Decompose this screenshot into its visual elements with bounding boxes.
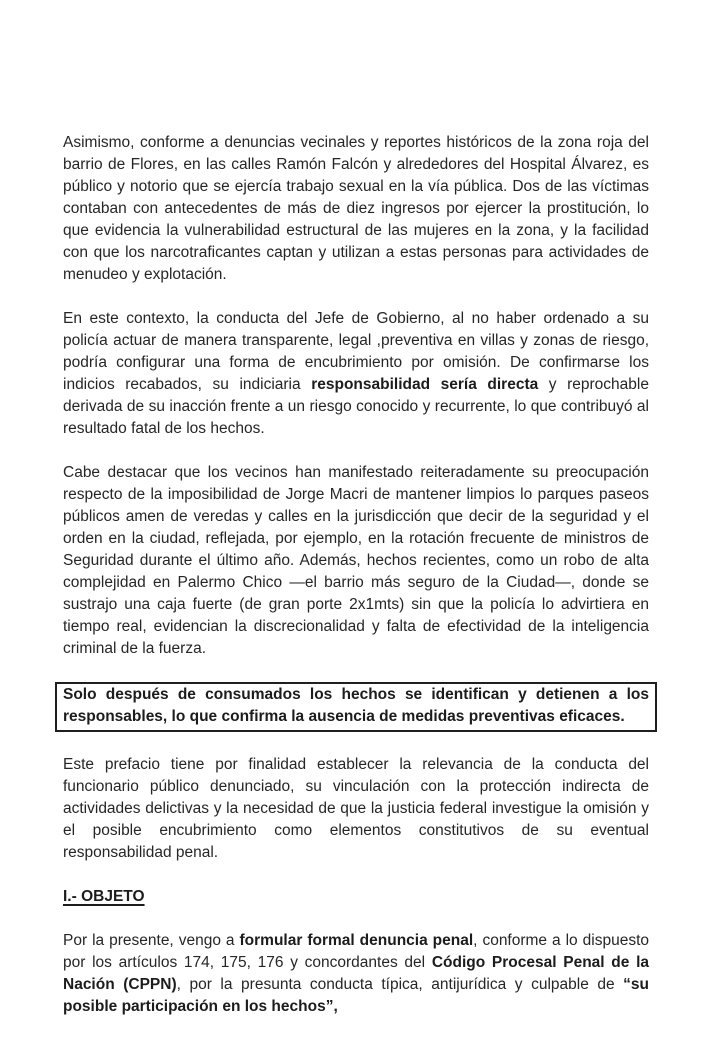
text-run: Por la presente, vengo a: [63, 932, 240, 949]
bold-text-run: responsabilidad sería directa: [311, 376, 539, 393]
bold-text-run: “su posible participación en los hechos”,: [63, 976, 650, 1015]
section-heading-objeto: [63, 886, 649, 908]
heading-text: I.- OBJETO: [63, 888, 145, 905]
paragraph-encubrimiento-omision: [63, 308, 649, 440]
text-run: Asimismo, conforme a denuncias vecinales y reportes históricos de la zona roja del barrio de Flores, en las calles Ramón Falcón y alrededores del Hospital Álvarez, es público y notorio que se ejercía trabajo sexual en la vía pública. Dos de las víctimas contaban con antecedentes de más de diez ingresos por ejercer la prostitución, lo que evidencia la vulnerabilidad estructural de las mujeres en la zona, y la facilidad con que los narcotraficantes captan y utilizan a estas personas para actividades de menudeo y explotación.: [63, 134, 649, 283]
text-run: , conforme a lo dispuesto por los artículos 174, 175, 176 y concordantes del: [63, 932, 649, 971]
highlight-box: [55, 682, 657, 732]
text-run: y reprochable derivada de su inacción frente a un riesgo conocido y recurrente, lo que contribuyó al resultado fatal de los hechos.: [63, 376, 649, 437]
paragraph-prefacio-finalidad: [63, 754, 649, 864]
bold-text-run: formular formal denuncia penal: [239, 932, 474, 949]
text-run: Este prefacio tiene por finalidad establecer la relevancia de la conducta del funcionario público denunciado, su vinculación con la protección indirecta de actividades delictivas y la necesidad de que la justicia federal investigue la omisión y el posible encubrimiento como elementos constitutivos de su eventual responsabilidad penal.: [63, 756, 649, 861]
document-page: [63, 132, 649, 1040]
bold-text-run: Solo después de consumados los hechos se identifican y detienen a los responsables, lo que confirma la ausencia de medidas preventivas eficaces.: [63, 686, 649, 725]
bold-text-run: Código Procesal Penal de la Nación (CPPN): [63, 954, 650, 993]
text-run: En este contexto, la conducta del Jefe de Gobierno, al no haber ordenado a su policía actuar de manera transparente, legal ,preventiva en villas y zonas de riesgo, podría configurar una forma de encubrimiento por omisión. De confirmarse los indicios recabados, su indiciaria: [63, 310, 649, 393]
text-run: Cabe destacar que los vecinos han manifestado reiteradamente su preocupación respecto de la imposibilidad de Jorge Macri de mantener limpios lo parques paseos públicos amen de veredas y calles en la jurisdicción que decir de la seguridad y el orden en la ciudad, reflejada, por ejemplo, en la rotación frecuente de ministros de Seguridad durante el último año. Además, hechos recientes, como un robo de alta complejidad en Palermo Chico —el barrio más seguro de la Ciudad—, donde se sustrajo una caja fuerte (de gran porte 2x1mts) sin que la policía lo advirtiera en tiempo real, evidencian la discrecionalidad y falta de efectividad de la inteligencia criminal de la fuerza.: [63, 464, 649, 657]
paragraph-denuncia-penal: [63, 930, 649, 1018]
text-run: , por la presunta conducta típica, antijurídica y culpable de: [176, 976, 624, 993]
paragraph-zona-roja: [63, 132, 649, 286]
paragraph-vecinos-seguridad: [63, 462, 649, 660]
